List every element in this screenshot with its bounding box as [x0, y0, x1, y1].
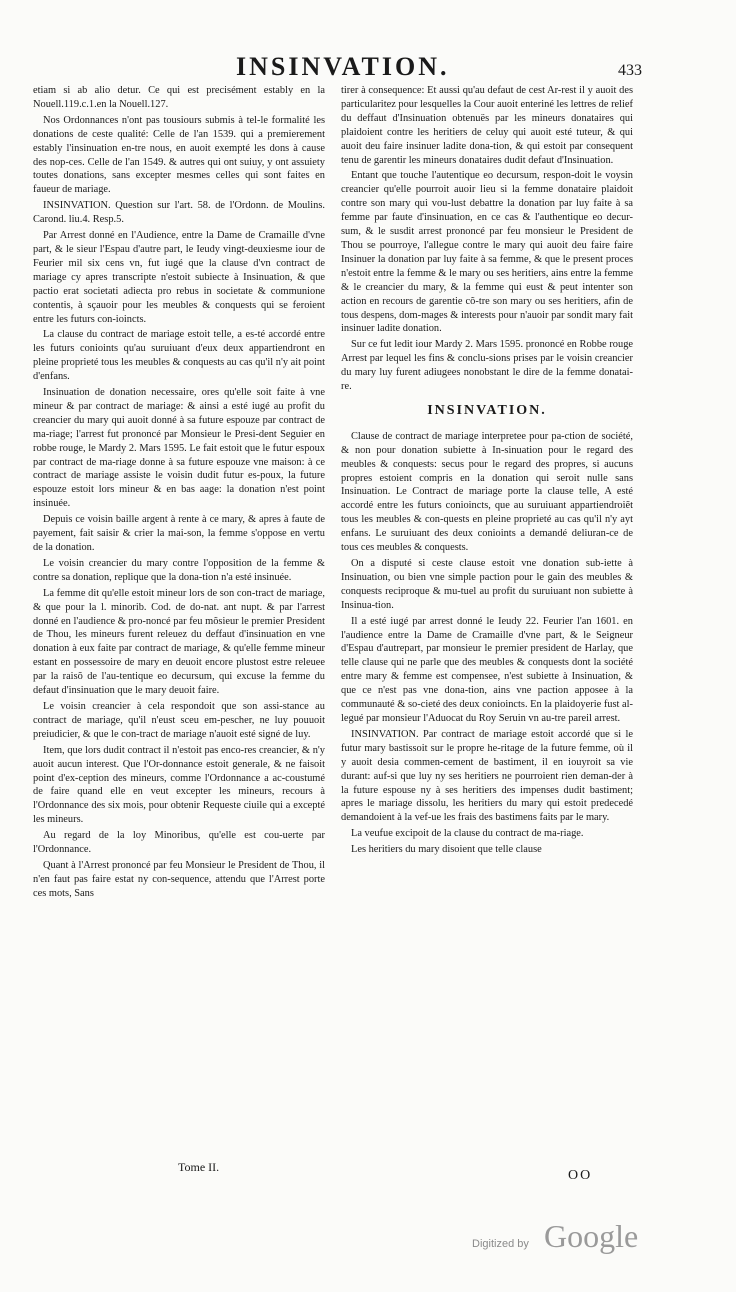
digitized-by-label: Digitized by: [472, 1238, 529, 1250]
paragraph: Au regard de la loy Minoribus, qu'elle est cou-uerte par l'Ordonnance.: [33, 830, 325, 856]
paragraph: Item, que lors dudit contract il n'estoit pas enco-res creancier, & n'y auoit aucun interest. Que l'Or-donnance estoit generale, & ne faisoit point d'ex-ception des mineurs, comme l'Ordonnance a ac-coustumé de faire quand elle en veut excepter les mineurs, recours à l'Ordonnance des six mois, pour obtenir Requeste ciuile qui a excepté les mineurs.: [33, 744, 325, 826]
paragraph: La femme dit qu'elle estoit mineur lors de son con-tract de mariage, & que pour la l. minorib. Cod. de do-nat. ant nupt. & par l'arrest donné en l'audience & pro-noncé par feu mõsieur le premier President de Thou, les mineurs furent releuez du deffaut d'insinuation en vne donation à eux faite par contract de mariage, & qu'elle femme mineur estant en possessoire de mary en deuoit encore plustost estre releuee par la raisõ de l'au-tentique eo decursum, qui excuse la femme du defaut d'insinuation que le mary deuoit faire.: [33, 587, 325, 697]
paragraph: Par Arrest donné en l'Audience, entre la Dame de Cramaille d'vne part, & le sieur l'Espau d'autre part, le Ieudy vingt-deuxiesme iour de Feurier mil six cens vn, fut iugé que la clause d'vn contract de mariage cy apres transcripte n'estoit subiecte à Insinuation, & que pactio erat societati adiecta pro rebus in societate & communione contentis, à sçauoir pour les meubles & conquests qui se feroient entre les futurs con-ioincts.: [33, 230, 325, 325]
paragraph: Depuis ce voisin baille argent à rente à ce mary, & apres à faute de payement, fait saisir & crier la mai-son, la femme s'oppose en vertu de la donation.: [33, 514, 325, 553]
signature-mark: OO: [568, 1168, 593, 1183]
paragraph: Quant à l'Arrest prononcé par feu Monsieur le President de Thou, il n'en faut pas faire estat ny con-sequence, attendu que l'Arrest porte ces mots, Sans: [33, 859, 325, 899]
paragraph: Les heritiers du mary disoient que telle clause: [351, 844, 542, 856]
running-title: INSINVATION.: [236, 52, 450, 81]
paragraph: La clause du contract de mariage estoit telle, a es-té accordé entre les futurs conioints qu'au suruiuant d'eux deux appartiendront en pleine proprieté tous les meubles & conquests au cas qu'il n'y ait point d'enfans.: [33, 329, 325, 383]
paragraph: Insinuation de donation necessaire, ores qu'elle soit faite à vne mineur & par contract de mariage: & ainsi a esté iugé au profit du creancier du mary qui auoit donné à sa future espouze par contract de ma-riage; l'arrest fut prononcé par Monsieur le Presi-dent Seguier en robbe rouge, le Mardy 2. Mars 1595. Le fait estoit que le futur espoux par contract de ma-riage donne à sa future espouze vne maison: à ce contract de mariage assiste le voisin dudit futur es-poux, la future espouze estoit lors mineur & en bas aage: la donation n'est point insinuée.: [33, 387, 325, 510]
paragraph: INSINVATION. Par contract de mariage estoit accordé que si le futur mary bastissoit sur le propre he-ritage de la future femme, où il y auoit desia commen-cement de bastiment, il en iouyroit sa vie durant: auf-si que luy ny ses heritiers ne pourroient rien deman-der à la future espouse ny à ses heritiers des impenses dudit bastiment; apres le mariage dissolu, les heritiers du mary qui estoit predecedé demandoient à la vef-ue les frais des bastimens faits par le mary.: [341, 728, 633, 824]
running-head: [0, 52, 736, 86]
paragraph: La veufue excipoit de la clause du contract de ma-riage.: [351, 828, 584, 840]
paragraph: Il a esté iugé par arrest donné le Ieudy 22. Feurier l'an 1601. en l'audience entre la Dame de Cramaille d'vne part, & le Seigneur d'Espau d'autrepart, par monsieur le premier president de Harlay, que telle clause qui ne parle que des meubles & conquests dont la société entre mary & femme est compensee, n'est subiette à Insinuation, & que ce n'est pas vne dona-tion, ains vne paction apposee à la communauté & so-cieté des deux conioincts. En la plaidoyerie fust al-legué par monsieur l'Aduocat du Roy Seruin vn au-tre pareil arrest.: [341, 615, 633, 724]
google-logo: Google: [544, 1218, 639, 1254]
paragraph: tirer à consequence: Et aussi qu'au defaut de cest Ar-rest il y auoit des particularitez pour lesquelles la Cour auoit enteriné les lettres de relief du deffaut d'Insinuation obtenuës par les mineurs donataires qui plaidoient contre les heritiers de celuy qui auoit esté tuteur, & qui auoit deu faire insinuer ladite dona-tion, & qui estoit par consequent tenu de garentir les mineurs donataires dudit defaut d'Insinuation.: [341, 85, 633, 166]
paragraph: Entant que touche l'autentique eo decursum, respon-doit le voysin creancier qu'elle pourroit auoir lieu si la femme donataire plaidoit contre son mary qui vou-lust debattre la donation par luy faite à sa femme par faute d'insinuation, en ce cas & l'authentique eo decur-sum, & le susdit arrest prononcé par feu monsieur le President de Thou se pourroye, l'allegue contre le mary qui auoit deu faire faire Insinuer la donation par luy faite à sa femme, & que le present proces n'estoit entre la femme & le mary ou ses heritiers, ains entre la femme & le creancier du mary, & la femme qui eust & peut intenter son action en recours de garentie cõ-tre son mary ou ses heritiers, afin de tous despens, dom-mages & interests pour n'auoir par sondit mary fait insinuer ladite donation.: [341, 170, 633, 335]
volume-signature: Tome II.: [178, 1160, 220, 1174]
section-heading: INSINVATION.: [427, 402, 547, 418]
paragraph: Nos Ordonnances n'ont pas tousiours submis à tel-le formalité les donations de ceste qualité: Celle de l'an 1539. qui a premierement estably l'insinuation en-tre nous, en auoit exempté les dons à cause des nop-ces. Celle de l'an 1549. & autres qui ont suiuy, y ont assuiety toutes donations, sans excepter mesmes celles qui sont faites en faueur de mariage.: [33, 114, 325, 196]
left-column: [33, 84, 325, 903]
page-number: 433: [618, 62, 642, 79]
paragraph: On a disputé si ceste clause estoit vne donation sub-iette à Insinuation, ou bien vne simple paction pour le gain des meubles & conquests reciproque & mu-tuel au profit du suruiuant non subiette à Insinua-tion.: [341, 558, 633, 611]
paragraph: Le voisin creancier à cela respondoit que son assi-stance au contract de mariage, qu'il n'eust sceu em-pescher, ne luy pouuoit preiudicier, & que le con-tract de mariage n'auoit esté signé de luy.: [33, 700, 325, 740]
right-column: [341, 84, 633, 859]
paragraph: Sur ce fut ledit iour Mardy 2. Mars 1595. prononcé en Robbe rouge Arrest par lequel les fins & conclu-sions prises par le voisin creancier du mary luy furent adiugees nonobstant le dire de la femme donatai-re.: [341, 339, 633, 393]
paragraph: Clause de contract de mariage interpretee pour pa-ction de société, & non pour donation subiette à In-sinuation pour le regard des meubles & conquests: secus pour le regard des propres, si aucuns propres estoient compris en la donation qui seroit nulle sans Insinuation. Le Contract de mariage porte la clause telle, A esté accordé entre les futurs conioincts, que au suruiuant appartiendroiẽt tous les meubles & con-quests en pleine proprieté au cas qu'il n'y ayt enfans. Le suruiuant des deux conioints a demandé deliuran-ce de tous ces meubles & conquests.: [341, 430, 633, 554]
paragraph: Le voisin creancier du mary contre l'opposition de la femme & contre sa donation, replique que la dona-tion n'a esté insinuée.: [33, 557, 325, 583]
paragraph: etiam si ab alio detur. Ce qui est precisément estably en la Nouell.119.c.1.en la Nouell.127.: [33, 85, 325, 110]
paragraph: INSINVATION. Question sur l'art. 58. de l'Ordonn. de Moulins. Carond. liu.4. Resp.5.: [33, 200, 325, 226]
